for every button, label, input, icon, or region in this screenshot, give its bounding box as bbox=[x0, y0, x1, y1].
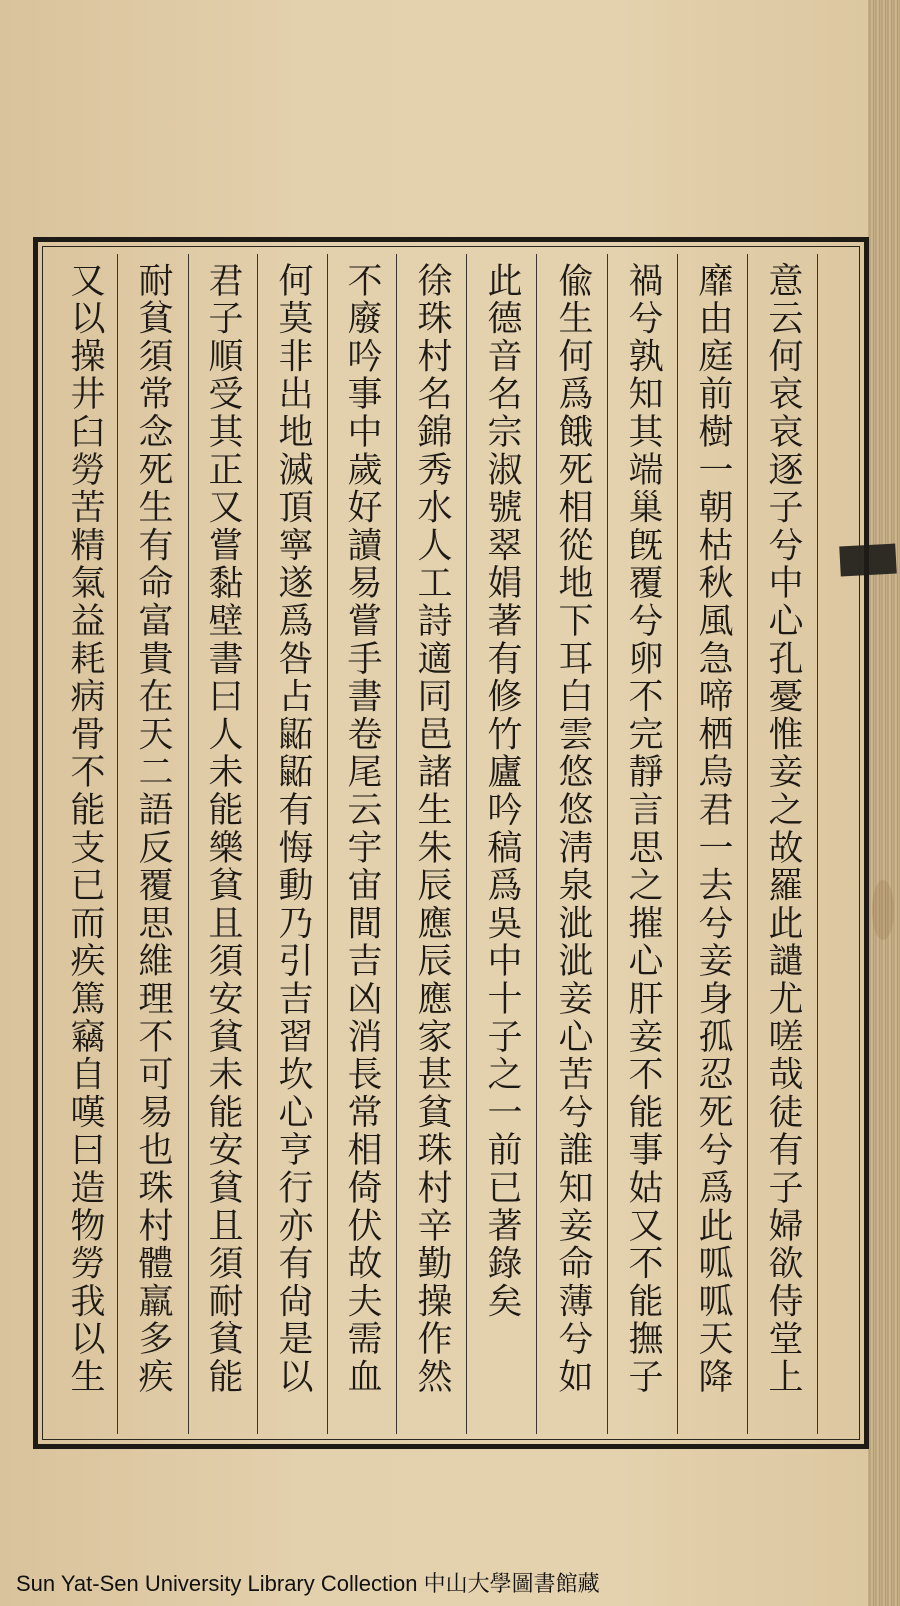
column-rule bbox=[188, 254, 189, 1434]
text-column-6: 徐珠村名錦秀水人工詩適同邑諸生朱辰應辰應家甚貧珠村辛勤操作然 bbox=[412, 262, 452, 1396]
library-caption: Sun Yat-Sen University Library Collection 中山大學圖書館藏 bbox=[16, 1571, 600, 1596]
text-column-11: 又以操井臼勞苦精氣益耗病骨不能支已而疾篤竊自嘆曰造物勞我以生 bbox=[65, 262, 105, 1396]
column-rule bbox=[747, 254, 748, 1434]
text-column-4: 偸生何爲餓死相從地下耳白雲悠悠淸泉泚泚妾心苦兮誰知妾命薄兮如 bbox=[553, 262, 593, 1396]
text-column-9: 君子順受其正又嘗黏壁書曰人未能樂貧且須安貧未能安貧且須耐貧能 bbox=[203, 262, 243, 1396]
column-rule bbox=[257, 254, 258, 1434]
text-column-2: 靡由庭前樹一朝枯秋風急啼栖烏君一去兮妾身孤忍死兮爲此呱呱天降 bbox=[693, 262, 733, 1396]
column-rule bbox=[677, 254, 678, 1434]
column-rule bbox=[117, 254, 118, 1434]
text-column-5: 此德音名宗淑號翠娟著有修竹廬吟稿爲吳中十子之一前已著錄矣 bbox=[482, 262, 522, 1321]
page-edge-stack bbox=[868, 0, 900, 1606]
column-rule bbox=[817, 254, 818, 1434]
text-column-7: 不廢吟事中歲好讀易嘗手書卷尾云宇宙間吉凶消長常相倚伏故夫需血 bbox=[342, 262, 382, 1396]
text-column-10: 耐貧須常念死生有命富貴在天二語反覆思維理不可易也珠村體羸多疾 bbox=[133, 262, 173, 1396]
page-stain bbox=[872, 880, 894, 940]
text-column-1: 意云何哀哀逐子兮中心孔憂惟妾之故羅此譴尤嗟哉徒有子婦欲侍堂上 bbox=[763, 262, 803, 1396]
text-column-3: 禍兮孰知其端巢旣覆兮卵不完靜言思之摧心肝妾不能事姑又不能撫子 bbox=[623, 262, 663, 1396]
column-rule bbox=[536, 254, 537, 1434]
column-rule bbox=[327, 254, 328, 1434]
column-rule bbox=[466, 254, 467, 1434]
column-rule bbox=[396, 254, 397, 1434]
column-rule bbox=[607, 254, 608, 1434]
text-column-8: 何莫非出地滅頂寧遂爲咎占鼫鼫有悔動乃引吉習坎心亨行亦有尙是以 bbox=[273, 262, 313, 1396]
